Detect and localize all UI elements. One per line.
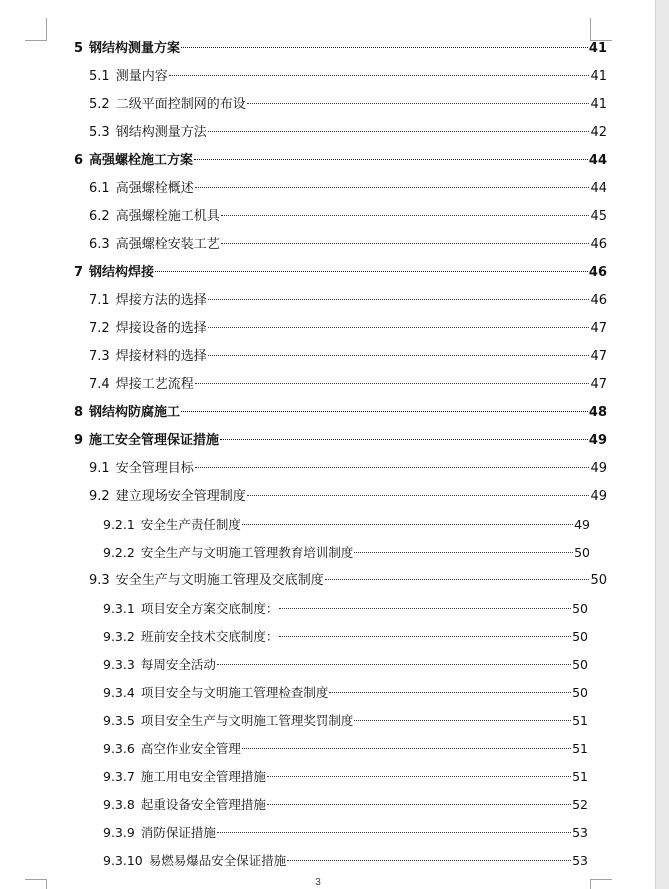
- toc-entry-title: 高强螺栓施工机具: [115, 209, 220, 224]
- toc-entry-page: 42: [590, 125, 607, 140]
- toc-dot-leader: [279, 636, 571, 637]
- toc-entry-title: 班前安全技术交底制度：: [140, 629, 279, 644]
- toc-entry-page: 50: [590, 573, 607, 588]
- toc-dot-leader: [195, 187, 590, 188]
- toc-entry-page: 49: [590, 461, 607, 476]
- toc-entry-title: 施工用电安全管理措施: [140, 769, 266, 784]
- toc-entry[interactable]: [89, 459, 607, 479]
- toc-dot-leader: [208, 355, 590, 356]
- toc-entry-page: 44: [588, 153, 607, 168]
- toc-entry-number: 9.3.5: [103, 713, 135, 728]
- toc-entry-page: 50: [572, 629, 588, 644]
- toc-entry-title: 焊接工艺流程: [115, 377, 194, 392]
- toc-entry[interactable]: [103, 543, 590, 563]
- toc-entry-number: 6: [74, 153, 84, 168]
- toc-entry-number: 9.3.4: [103, 685, 135, 700]
- toc-entry[interactable]: [89, 375, 607, 395]
- toc-entry-page: 53: [572, 825, 588, 840]
- toc-entry[interactable]: [89, 207, 607, 227]
- toc-entry-title: 易燃易爆品安全保证措施: [148, 853, 287, 868]
- toc-entry[interactable]: [103, 599, 588, 619]
- toc-entry-page: 51: [572, 713, 588, 728]
- toc-entry-number: 9.3.7: [103, 769, 135, 784]
- toc-entry-page: 49: [590, 489, 607, 504]
- toc-entry-number: 5.3: [89, 125, 110, 140]
- toc-entry-number: 9.2: [89, 489, 110, 504]
- toc-dot-leader: [155, 271, 588, 272]
- toc-entry-page: 47: [590, 321, 607, 336]
- toc-dot-leader: [194, 159, 588, 160]
- toc-entry[interactable]: [103, 515, 590, 535]
- toc-entry-number: 9.2.1: [103, 517, 135, 532]
- toc-entry-page: 44: [590, 181, 607, 196]
- toc-entry-number: 9.3.6: [103, 741, 135, 756]
- toc-entry-title: 焊接材料的选择: [115, 349, 207, 364]
- toc-entry-page: 46: [590, 293, 607, 308]
- toc-entry-number: 6.1: [89, 181, 110, 196]
- toc-dot-leader: [242, 524, 573, 525]
- toc-entry-page: 45: [590, 209, 607, 224]
- toc-dot-leader: [354, 720, 571, 721]
- toc-dot-leader: [208, 327, 590, 328]
- toc-entry[interactable]: [74, 39, 607, 59]
- toc-dot-leader: [247, 103, 590, 104]
- toc-entry[interactable]: [103, 739, 588, 759]
- toc-entry[interactable]: [89, 95, 607, 115]
- toc-entry[interactable]: [103, 823, 588, 843]
- toc-dot-leader: [208, 299, 590, 300]
- toc-dot-leader: [287, 860, 571, 861]
- toc-entry[interactable]: [103, 851, 588, 871]
- toc-dot-leader: [221, 215, 590, 216]
- toc-dot-leader: [217, 664, 571, 665]
- toc-entry-title: 钢结构测量方案: [89, 41, 181, 56]
- toc-entry[interactable]: [89, 123, 607, 143]
- toc-dot-leader: [169, 75, 590, 76]
- toc-dot-leader: [325, 579, 590, 580]
- toc-entry-number: 9.3.3: [103, 657, 135, 672]
- toc-entry[interactable]: [89, 291, 607, 311]
- toc-entry-title: 安全管理目标: [115, 461, 194, 476]
- toc-entry[interactable]: [89, 487, 607, 507]
- toc-entry-title: 安全生产责任制度: [140, 517, 241, 532]
- toc-entry-title: 消防保证措施: [140, 825, 216, 840]
- toc-entry-title: 起重设备安全管理措施: [140, 797, 266, 812]
- toc-entry-number: 9.3.9: [103, 825, 135, 840]
- toc-entry-page: 41: [588, 41, 607, 56]
- toc-entry-number: 8: [74, 405, 84, 420]
- toc-entry-title: 钢结构测量方法: [115, 125, 207, 140]
- toc-entry-title: 项目安全生产与文明施工管理奖罚制度: [140, 713, 354, 728]
- toc-entry-title: 高强螺栓安装工艺: [115, 237, 220, 252]
- toc-entry-title: 高强螺栓施工方案: [89, 153, 194, 168]
- toc-entry[interactable]: [74, 151, 607, 171]
- toc-entry-page: 51: [572, 741, 588, 756]
- toc-entry-number: 5.1: [89, 69, 110, 84]
- toc-dot-leader: [217, 832, 571, 833]
- toc-entry-title: 建立现场安全管理制度: [115, 489, 246, 504]
- toc-dot-leader: [208, 131, 590, 132]
- toc-entry[interactable]: [74, 403, 607, 423]
- toc-entry-page: 53: [572, 853, 588, 868]
- toc-entry-number: 7: [74, 265, 84, 280]
- toc-entry-number: 9.3.8: [103, 797, 135, 812]
- toc-entry[interactable]: [89, 67, 607, 87]
- toc-entry-page: 47: [590, 377, 607, 392]
- toc-entry[interactable]: [103, 767, 588, 787]
- toc-entry[interactable]: [89, 347, 607, 367]
- toc-entry-number: 7.2: [89, 321, 110, 336]
- toc-entry-page: 49: [574, 517, 590, 532]
- toc-entry[interactable]: [89, 319, 607, 339]
- toc-dot-leader: [279, 608, 571, 609]
- toc-dot-leader: [267, 804, 571, 805]
- toc-entry[interactable]: [89, 571, 607, 591]
- toc-dot-leader: [267, 776, 571, 777]
- toc-dot-leader: [195, 467, 590, 468]
- toc-entry-page: 52: [572, 797, 588, 812]
- toc-entry[interactable]: [103, 655, 588, 675]
- toc-entry-number: 7.3: [89, 349, 110, 364]
- toc-entry[interactable]: [103, 627, 588, 647]
- toc-entry-title: 施工安全管理保证措施: [89, 433, 220, 448]
- toc-entry-number: 9.3.2: [103, 629, 135, 644]
- toc-entry-title: 高空作业安全管理: [140, 741, 241, 756]
- toc-entry[interactable]: [74, 431, 607, 451]
- toc-entry-title: 安全生产与文明施工管理及交底制度: [115, 573, 324, 588]
- toc-entry-title: 二级平面控制网的布设: [115, 97, 246, 112]
- toc-entry-number: 9.3.1: [103, 601, 135, 616]
- toc-entry[interactable]: [103, 711, 588, 731]
- scrollbar-track[interactable]: [655, 0, 669, 889]
- toc-entry-number: 6.2: [89, 209, 110, 224]
- toc-entry-title: 项目安全与文明施工管理检查制度: [140, 685, 329, 700]
- toc-entry-title: 焊接方法的选择: [115, 293, 207, 308]
- toc-entry-number: 7.4: [89, 377, 110, 392]
- toc-entry[interactable]: [103, 683, 588, 703]
- toc-dot-leader: [247, 495, 590, 496]
- toc-dot-leader: [242, 748, 571, 749]
- toc-dot-leader: [195, 383, 590, 384]
- toc-entry-number: 7.1: [89, 293, 110, 308]
- toc-entry-page: 47: [590, 349, 607, 364]
- toc-entry-number: 9: [74, 433, 84, 448]
- toc-dot-leader: [354, 552, 573, 553]
- toc-entry[interactable]: [89, 235, 607, 255]
- toc-entry-title: 钢结构防腐施工: [89, 405, 181, 420]
- toc-entry-number: 5.2: [89, 97, 110, 112]
- toc-entry-title: 钢结构焊接: [89, 265, 155, 280]
- toc-entry-number: 6.3: [89, 237, 110, 252]
- toc-entry-page: 41: [590, 69, 607, 84]
- toc-entry-title: 焊接设备的选择: [115, 321, 207, 336]
- toc-entry-title: 测量内容: [115, 69, 168, 84]
- toc-entry-number: 9.1: [89, 461, 110, 476]
- toc-dot-leader: [329, 692, 571, 693]
- toc-entry-title: 安全生产与文明施工管理教育培训制度: [140, 545, 354, 560]
- toc-entry-number: 9.3: [89, 573, 110, 588]
- toc-entry-page: 51: [572, 769, 588, 784]
- toc-entry[interactable]: [74, 263, 607, 283]
- toc-entry-page: 49: [588, 433, 607, 448]
- toc-entry[interactable]: [89, 179, 607, 199]
- toc-entry-number: 9.3.10: [103, 853, 143, 868]
- toc-entry-page: 48: [588, 405, 607, 420]
- toc-entry-number: 5: [74, 41, 84, 56]
- page-number: 3: [315, 877, 321, 888]
- toc-entry-title: 每周安全活动: [140, 657, 216, 672]
- toc-entry-page: 46: [588, 265, 607, 280]
- toc-entry[interactable]: [103, 795, 588, 815]
- toc-entry-page: 50: [572, 657, 588, 672]
- toc-entry-title: 项目安全方案交底制度：: [140, 601, 279, 616]
- toc-entry-page: 50: [572, 601, 588, 616]
- toc-entry-page: 50: [572, 685, 588, 700]
- toc-entry-number: 9.2.2: [103, 545, 135, 560]
- toc-dot-leader: [220, 439, 588, 440]
- toc-dot-leader: [181, 47, 588, 48]
- toc-entry-page: 50: [574, 545, 590, 560]
- toc-dot-leader: [221, 243, 590, 244]
- toc-entry-page: 41: [590, 97, 607, 112]
- toc-entry-page: 46: [590, 237, 607, 252]
- toc-entry-title: 高强螺栓概述: [115, 181, 194, 196]
- toc-dot-leader: [181, 411, 588, 412]
